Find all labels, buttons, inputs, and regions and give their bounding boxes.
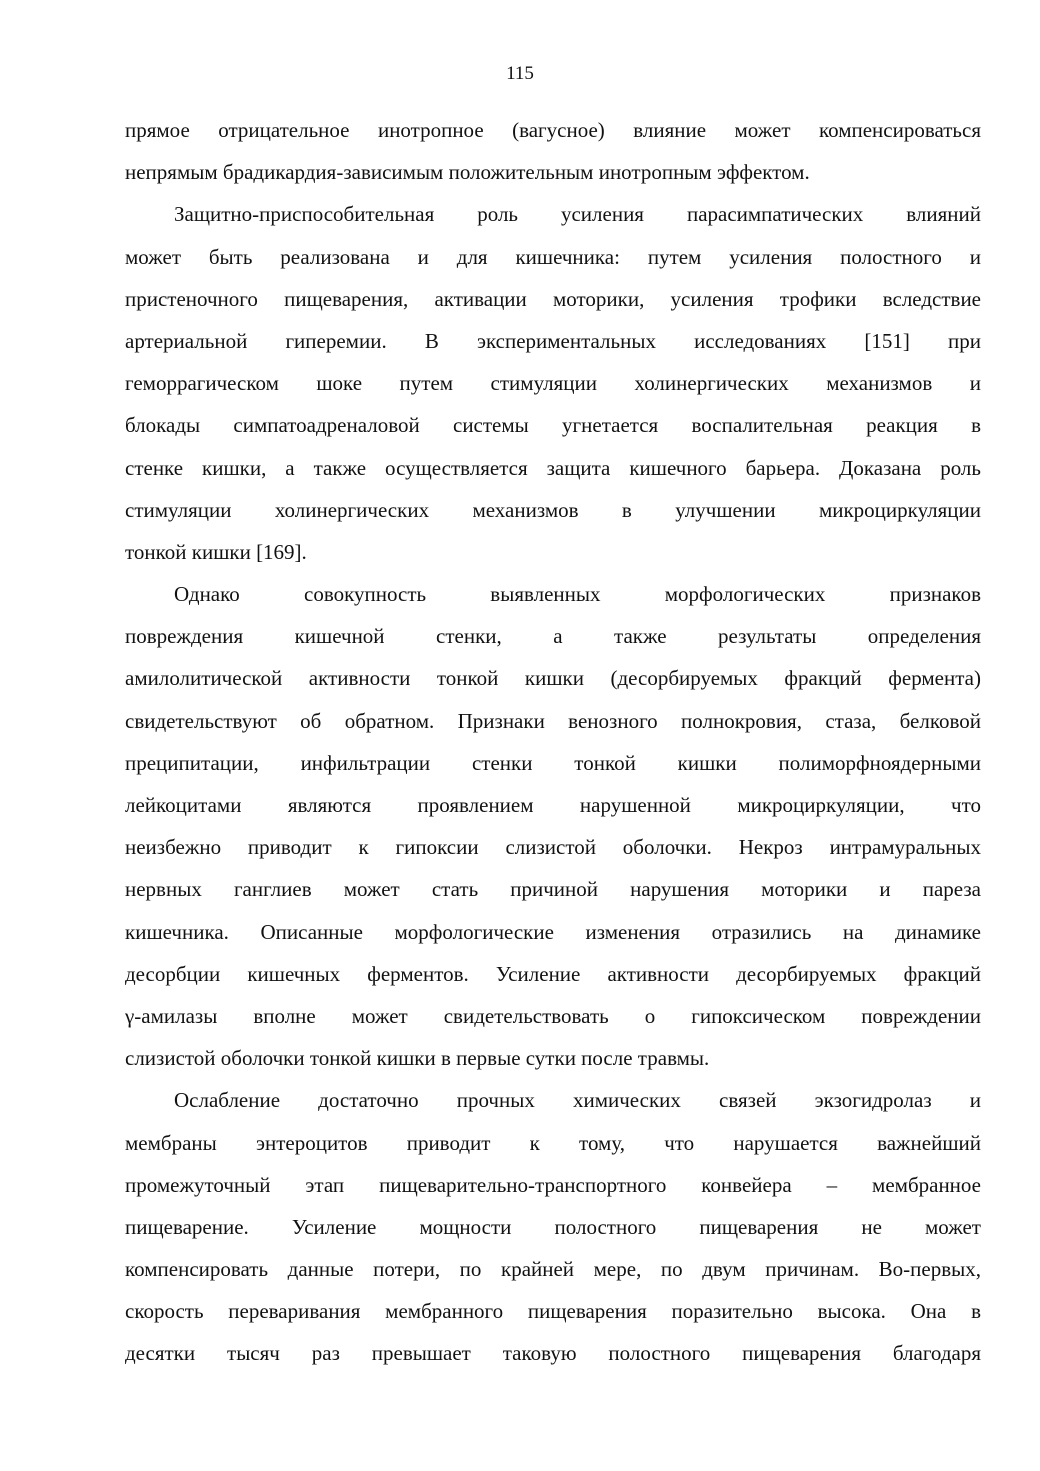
- text-line: скорость переваривания мембранного пищеварения поразительно высока. Она в: [125, 1299, 981, 1324]
- text-line: кишечника. Описанные морфологические изменения отразились на динамике: [125, 919, 981, 944]
- text-line: нервных ганглиев может стать причиной нарушения моторики и пареза: [125, 877, 981, 902]
- text-line: неизбежно приводит к гипоксии слизистой оболочки. Некроз интрамуральных: [125, 835, 981, 860]
- text-line: пристеночного пищеварения, активации моторики, усиления трофики вследствие: [125, 286, 981, 311]
- text-line: свидетельствуют об обратном. Признаки венозного полнокровия, стаза, белковой: [125, 708, 981, 733]
- text-line: артериальной гиперемии. В экспериментальных исследованиях [151] при: [125, 328, 981, 353]
- text-line: непрямым брадикардия-зависимым положительным инотропным эффектом.: [125, 160, 810, 185]
- text-line: лейкоцитами являются проявлением нарушенной микроциркуляции, что: [125, 793, 981, 817]
- text-line: Ослабление достаточно прочных химических связей экзогидролаз и: [174, 1088, 981, 1113]
- text-line: слизистой оболочки тонкой кишки в первые сутки после травмы.: [125, 1046, 710, 1071]
- text-line: блокады симпатоадреналовой системы угнетается воспалительная реакция в: [125, 413, 981, 438]
- text-line: амилолитической активности тонкой кишки (десорбируемых фракций фермента): [125, 666, 981, 691]
- text-line: может быть реализована и для кишечника: путем усиления полостного и: [125, 244, 981, 269]
- text-line: стимуляции холинергических механизмов в улучшении микроциркуляции: [125, 497, 981, 522]
- text-line: тонкой кишки [169].: [125, 539, 307, 564]
- paragraph: [125, 573, 981, 1079]
- text-line: пищеварение. Усиление мощности полостного пищеварения не может: [125, 1214, 981, 1239]
- paragraph: [125, 193, 981, 573]
- text-line: γ-амилазы вполне может свидетельствовать о гипоксическом повреждении: [125, 1003, 981, 1028]
- page-number: 115: [506, 63, 534, 84]
- text-line: повреждения кишечной стенки, а также результаты определения: [125, 624, 981, 649]
- text-line: Защитно-приспособительная роль усиления парасимпатических влияний: [174, 202, 981, 227]
- text-line: стенке кишки, а также осуществляется защита кишечного барьера. Доказана роль: [125, 455, 981, 480]
- text-line: мембраны энтероцитов приводит к тому, что нарушается важнейший: [125, 1130, 981, 1155]
- text-line: геморрагическом шоке путем стимуляции холинергических механизмов и: [125, 371, 981, 396]
- text-line: прямое отрицательное инотропное (вагусное) влияние может компенсироваться: [125, 118, 981, 142]
- text-line: десятки тысяч раз превышает таковую полостного пищеварения благодаря: [125, 1341, 981, 1366]
- text-line: промежуточный этап пищеварительно-транспортного конвейера – мембранное: [125, 1172, 981, 1197]
- paragraph: [125, 109, 981, 193]
- document-body: [125, 109, 981, 1375]
- text-line: десорбции кишечных ферментов. Усиление активности десорбируемых фракций: [125, 961, 981, 986]
- text-line: Однако совокупность выявленных морфологических признаков: [174, 582, 981, 607]
- paragraph: [125, 1079, 981, 1374]
- text-line: преципитации, инфильтрации стенки тонкой кишки полиморфноядерными: [125, 750, 981, 775]
- text-line: компенсировать данные потери, по крайней мере, по двум причинам. Во-первых,: [125, 1257, 981, 1282]
